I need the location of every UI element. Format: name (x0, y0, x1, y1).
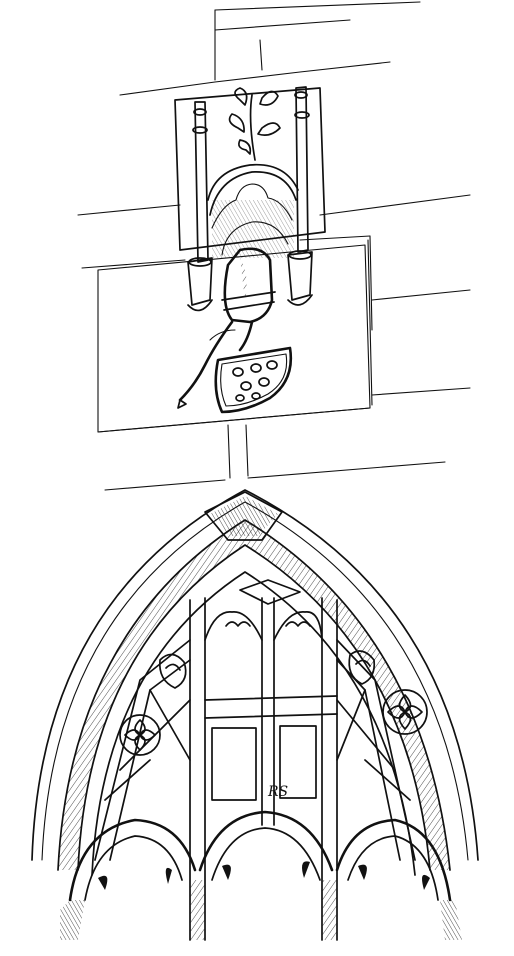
signature-text: RS (268, 784, 289, 800)
niche-canopy (208, 165, 298, 258)
artist-signature (267, 784, 288, 800)
niche-panel (98, 88, 372, 432)
right-pinnacle (288, 87, 312, 305)
foliage-finial (230, 88, 280, 160)
trefoil-upper-left (160, 654, 186, 688)
shield-charges (233, 361, 277, 401)
heraldic-shield (216, 348, 291, 412)
quatrefoil-left (120, 715, 160, 755)
window-arch (32, 490, 478, 875)
tracery-shading (60, 880, 462, 940)
left-pinnacle (188, 102, 212, 310)
